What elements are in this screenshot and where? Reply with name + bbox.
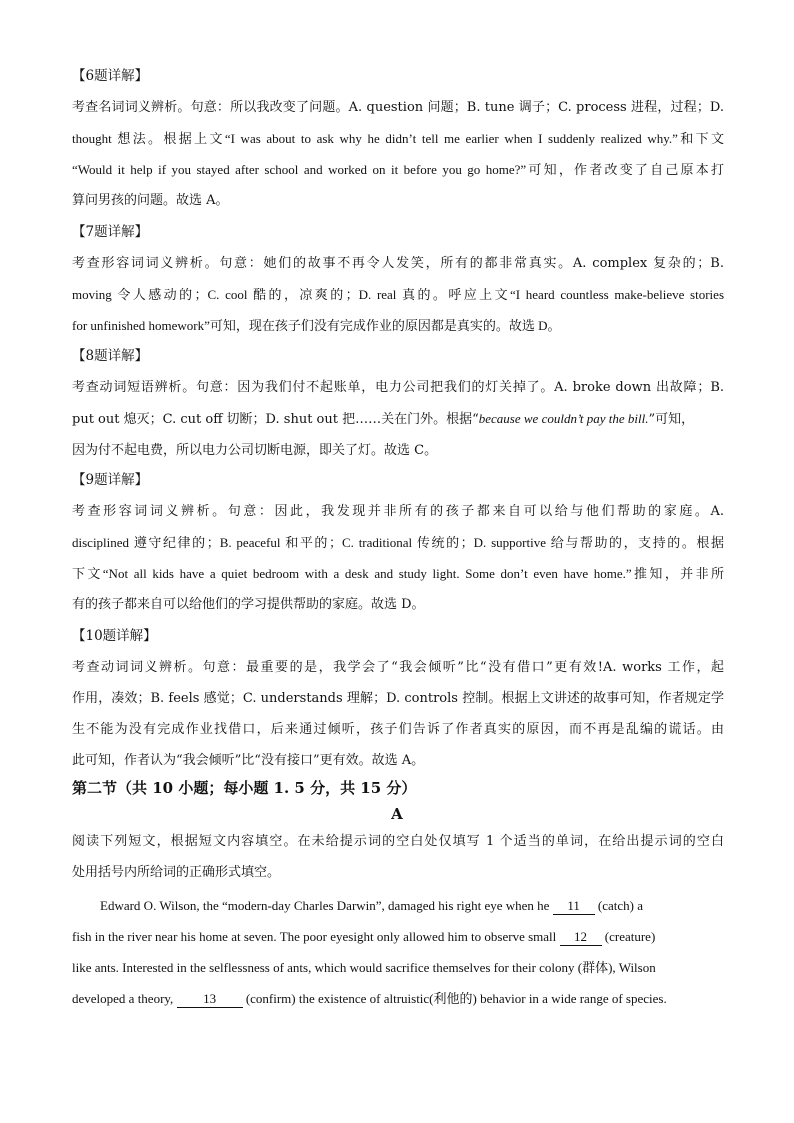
q8-line-2: [72, 403, 724, 435]
reading-passage: [72, 890, 724, 1014]
q8-italic-quote: because we couldn’t pay the bill.: [478, 411, 649, 426]
q7-line-3: for unfinished homework”可知，现在孩子们没有完成作业的原因都是真实的。故选 D。: [72, 318, 561, 333]
q8-line-2-start: put out 熄灭；C. cut off 切断；D. shut out 把……关在门外。根据“: [72, 412, 479, 427]
q8-line-1: 考查动词短语辨析。句意：因为我们付不起账单，电力公司把我们的灯关掉了。A. broke down 出故障；B.: [72, 380, 724, 395]
q10-line-4: 此可知，作者认为“我会倾听”比“没有接口”更有效。故选 A。: [72, 753, 425, 768]
q6-line-3: “Would it help if you stayed after school and worked on it before you go home?”可知，作者改变了自己原本打: [72, 162, 724, 177]
section-title: 第二节（共 10 小题；每小题 1. 5 分，共 15 分）: [72, 779, 417, 797]
q6-line-4: 算问男孩的问题。故选 A。: [72, 193, 229, 208]
passage-line-2-hint: (creature): [601, 929, 656, 944]
q10-explanation: [72, 652, 724, 776]
q8-heading: 【8题详解】: [72, 348, 149, 364]
q7-line-1: 考查形容词词义辨析。句意：她们的故事不再令人发笑，所有的都非常真实。A. complex 复杂的；B.: [72, 256, 724, 271]
passage-line-4-text: developed a theory,: [72, 991, 177, 1006]
q8-line-2-end: ”可知，: [648, 412, 695, 427]
passage-line-1: [72, 890, 724, 921]
passage-line-4-hint: (confirm) the existence of altruistic(利他的) behavior in a wide range of species.: [242, 991, 667, 1006]
passage-line-1-hint: (catch) a: [594, 898, 644, 913]
blank-13[interactable]: 13: [177, 991, 243, 1008]
instructions-line-1: 阅读下列短文，根据短文内容填空。在未给提示词的空白处仅填写 1 个适当的单词，在给出提示词的空白: [72, 834, 724, 849]
instructions-line-2: 处用括号内所给词的正确形式填空。: [72, 865, 281, 880]
q6-line-1: 考查名词词义辨析。句意：所以我改变了问题。A. question 问题；B. tune 调子；C. process 进程，过程；D.: [72, 100, 724, 115]
q9-heading: 【9题详解】: [72, 472, 149, 488]
q9-line-1: 考查形容词词义辨析。句意：因此，我发现并非所有的孩子都来自可以给与他们帮助的家庭。A.: [72, 504, 724, 519]
q6-heading: 【6题详解】: [72, 68, 149, 84]
blank-12[interactable]: 12: [560, 929, 602, 946]
passage-line-1-text: Edward O. Wilson, the “modern-day Charles Darwin”, damaged his right eye when he: [100, 898, 553, 913]
q10-heading: 【10题详解】: [72, 628, 157, 644]
q6-line-2: thought 想法。根据上文“I was about to ask why he didn’t tell me earlier when I suddenly realized why.”和下文: [72, 131, 724, 146]
q7-line-2: moving 令人感动的；C. cool 酷的，凉爽的；D. real 真的。呼应上文“I heard countless make-believe stories: [72, 287, 724, 302]
q10-line-2: 作用，凑效；B. feels 感觉；C. understands 理解；D. controls 控制。根据上文讲述的故事可知，作者规定学: [72, 691, 724, 706]
q10-line-1: 考查动词词义辨析。句意：最重要的是，我学会了“我会倾听”比“没有借口”更有效!A. works 工作，起: [72, 660, 724, 675]
q6-explanation: [72, 92, 724, 216]
passage-line-3: like ants. Interested in the selflessness of ants, which would sacrifice themselves for their colony (群体), Wilson: [72, 960, 656, 975]
q7-explanation: [72, 248, 724, 341]
part-label: A: [391, 805, 403, 823]
blank-11[interactable]: 11: [553, 898, 595, 915]
q9-line-3: 下文“Not all kids have a quiet bedroom with a desk and study light. Some don’t even have home.”推知，并非所: [72, 566, 724, 581]
q9-line-2: disciplined 遵守纪律的；B. peaceful 和平的；C. traditional 传统的；D. supportive 给与帮助的，支持的。根据: [72, 535, 724, 550]
q8-explanation: [72, 372, 724, 466]
q10-line-3: 生不能为没有完成作业找借口，后来通过倾听，孩子们告诉了作者真实的原因，而不再是乱编的谎话。由: [72, 722, 724, 737]
passage-line-2: [72, 921, 724, 952]
section-instructions: [72, 826, 724, 888]
q7-heading: 【7题详解】: [72, 224, 149, 240]
q9-explanation: [72, 496, 724, 620]
q8-line-3: 因为付不起电费，所以电力公司切断电源，即关了灯。故选 C。: [72, 443, 438, 458]
passage-line-2-text: fish in the river near his home at seven. The poor eyesight only allowed him to observe small: [72, 929, 560, 944]
q9-line-4: 有的孩子都来自可以给他们的学习提供帮助的家庭。故选 D。: [72, 597, 425, 612]
passage-line-4: [72, 983, 724, 1014]
